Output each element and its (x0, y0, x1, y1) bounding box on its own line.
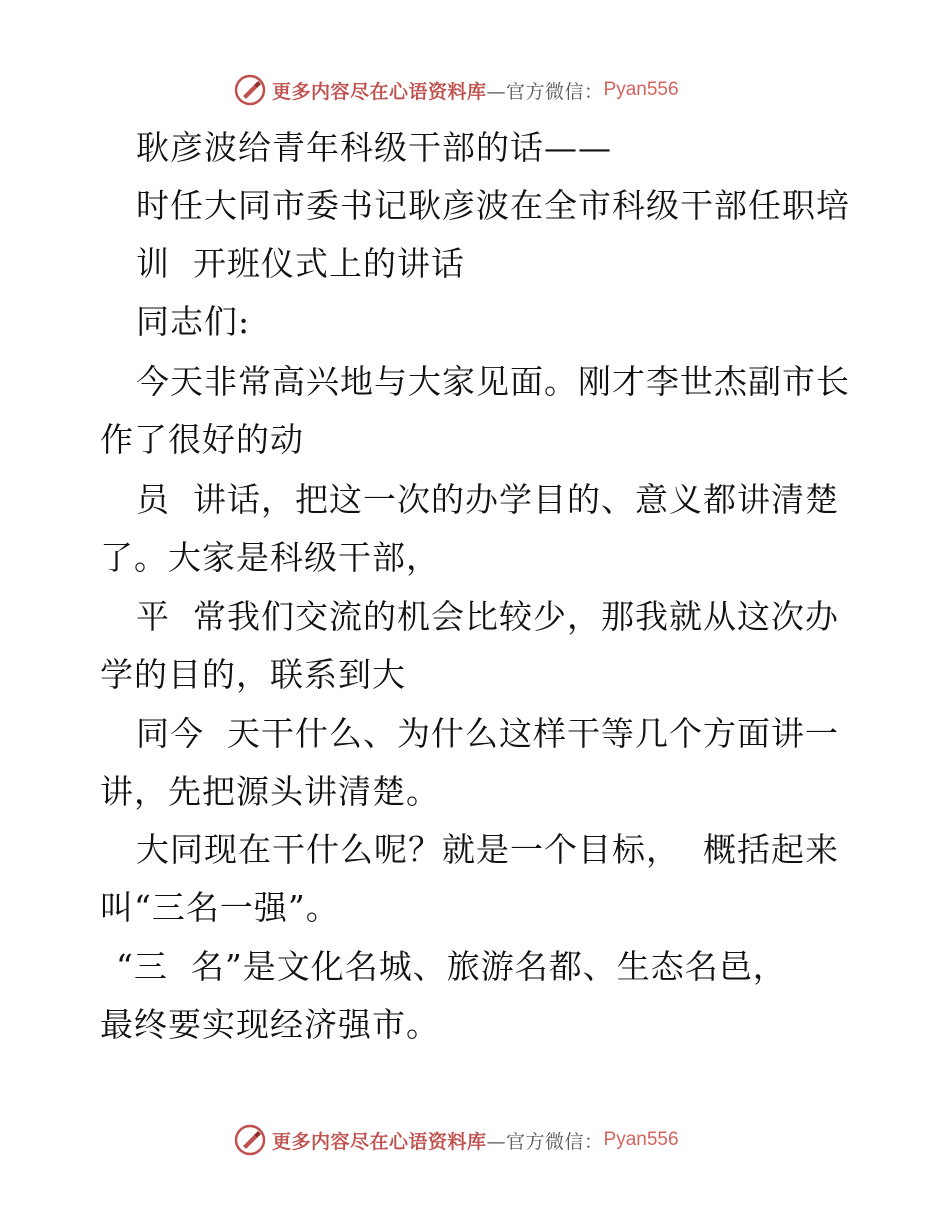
header-banner (234, 72, 679, 108)
doc-line: 今天非常高兴地与大家见面。刚才李世杰副市长 (136, 362, 850, 401)
banner-separator: —官方微信： (486, 1130, 604, 1153)
pen-logo-icon (234, 74, 266, 106)
wechat-id: Pyan556 (603, 1129, 679, 1150)
doc-line: 训 开班仪式上的讲话 (136, 244, 465, 283)
doc-line: “三 名”是文化名城、旅游名都、生态名邑， (116, 947, 787, 986)
doc-line: 同志们: (136, 302, 251, 341)
pen-logo-icon (234, 1124, 266, 1156)
doc-line: 作了很好的动 (100, 420, 304, 459)
doc-line: 讲，先把源头讲清楚。 (100, 772, 440, 811)
doc-line: 最终要实现经济强市。 (100, 1005, 440, 1044)
doc-line: 学的目的，联系到大 (100, 655, 406, 694)
wechat-id: Pyan556 (603, 79, 679, 100)
doc-line: 大同现在干什么呢？就是一个目标， 概括起来 (136, 830, 839, 869)
doc-line: 员 讲话，把这一次的办学目的、意义都讲清楚 (136, 480, 839, 519)
doc-line: 耿彦波给青年科级干部的话—— (136, 128, 612, 167)
banner-title: 更多内容尽在心语资料库 (272, 1130, 487, 1153)
banner-title: 更多内容尽在心语资料库 (272, 80, 487, 103)
footer-banner (234, 1122, 679, 1158)
doc-line: 时任大同市委书记耿彦波在全市科级干部任职培 (136, 186, 850, 225)
doc-line: 叫“三名一强”。 (100, 888, 340, 927)
doc-line: 平 常我们交流的机会比较少，那我就从这次办 (136, 597, 839, 636)
doc-line: 同今 天干什么、为什么这样干等几个方面讲一 (136, 714, 839, 753)
banner-separator: —官方微信： (486, 80, 604, 103)
doc-line: 了。大家是科级干部， (100, 538, 440, 577)
